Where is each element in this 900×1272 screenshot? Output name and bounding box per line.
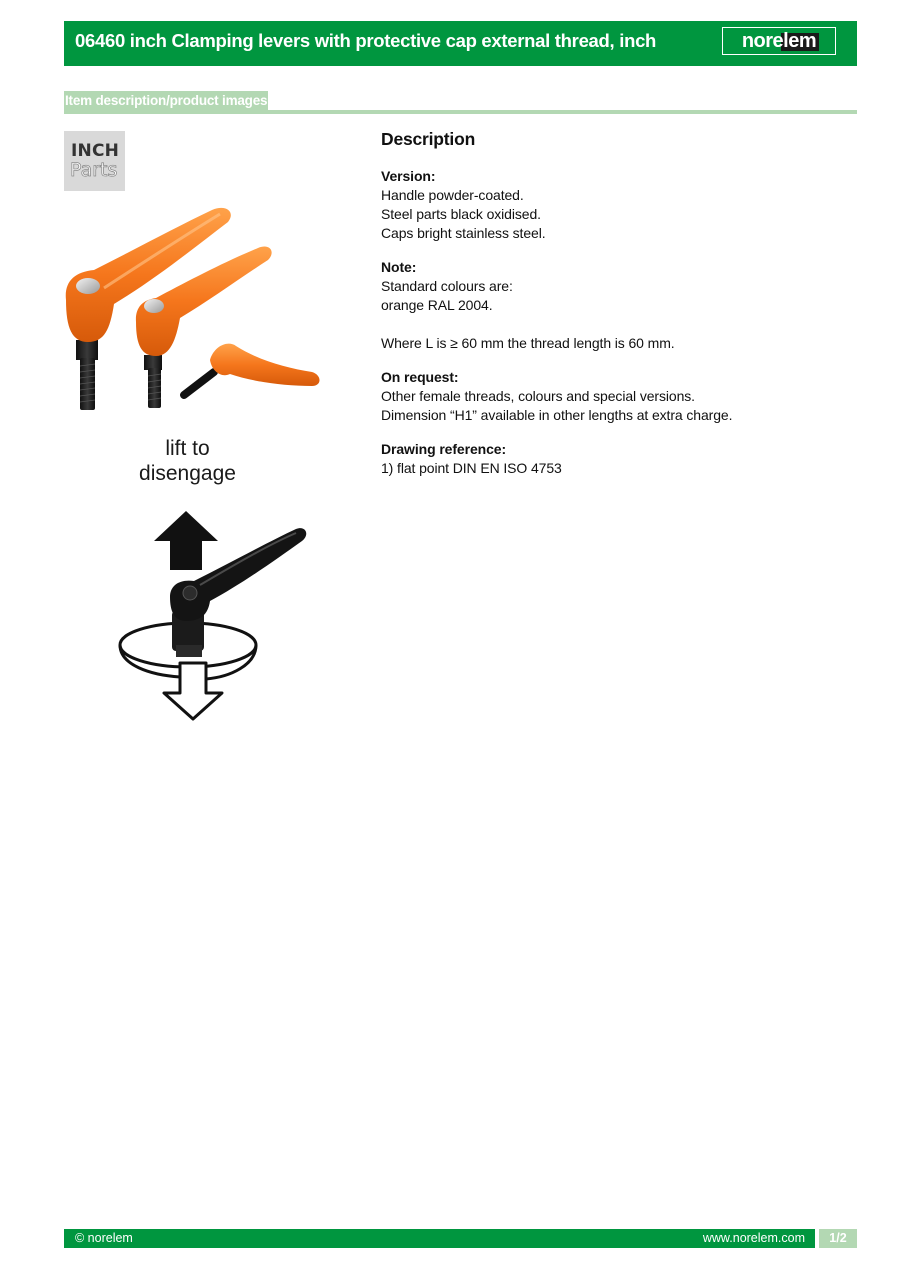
down-arrow-icon (164, 663, 222, 719)
caption-line-2: disengage (139, 462, 236, 485)
version-line: Steel parts black oxidised. (381, 206, 541, 222)
note-label: Note: (381, 259, 417, 275)
thread-note: Where L is ≥ 60 mm the thread length is 60 mm. (381, 335, 675, 351)
caption-line-1: lift to (165, 437, 210, 460)
orange-clamping-levers-photo (64, 200, 324, 420)
footer-copyright: © norelem (75, 1231, 133, 1245)
note-line: orange RAL 2004. (381, 297, 493, 313)
lift-rotate-diagram (110, 505, 320, 730)
footer-website-link[interactable]: www.norelem.com (702, 1231, 805, 1245)
request-label: On request: (381, 369, 459, 385)
page-title: 06460 inch Clamping levers with protective cap external thread, inch (75, 30, 657, 51)
section-label: Item description/product images (65, 93, 268, 108)
version-line: Caps bright stainless steel. (381, 225, 546, 241)
badge-line-1: INCH (71, 141, 120, 161)
request-line: Dimension “H1” available in other lengths at extra charge. (381, 407, 733, 423)
footer-bar (64, 1229, 815, 1248)
drawing-line: 1) flat point DIN EN ISO 4753 (381, 460, 562, 476)
norelem-logo (722, 27, 836, 55)
badge-line-2: Parts (70, 159, 118, 181)
up-arrow-icon (154, 511, 218, 570)
note-line: Standard colours are: (381, 278, 513, 294)
version-label: Version: (381, 168, 436, 184)
inch-parts-badge (64, 131, 125, 191)
section-divider (64, 110, 857, 114)
description-heading: Description (381, 129, 476, 149)
drawing-label: Drawing reference: (381, 441, 507, 457)
header-bar (64, 21, 857, 66)
request-line: Other female threads, colours and special versions. (381, 388, 695, 404)
disengage-caption (100, 436, 275, 486)
description-panel (381, 128, 851, 478)
page-number: 1/2 (819, 1229, 857, 1248)
logo-text: norelem (741, 29, 817, 52)
version-line: Handle powder-coated. (381, 187, 524, 203)
